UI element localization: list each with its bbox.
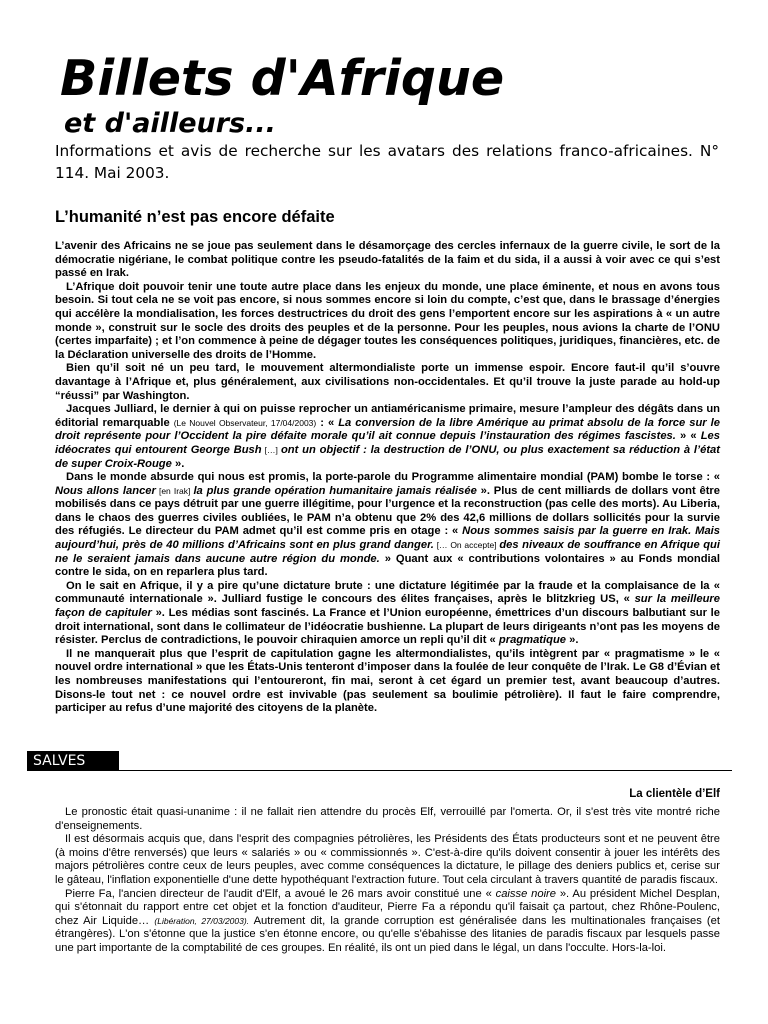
quotation: Nous sommes saisis par la guerre en Irak. Mais aujourd’hui, près de 40 millions d’Africains sont en plus grand danger. bbox=[55, 525, 720, 552]
article-body bbox=[55, 806, 720, 956]
quotation: sur la meilleure façon de capituler bbox=[55, 593, 720, 620]
editorial-paragraph-3: Bien qu’il soit né un peu tard, le mouvement altermondialiste porte un immense espoir. Encore faut-il qu’il s’ouvre davantage à l’Afrique et, plus généralement, aux civilisations non-occidentales. Et qu’il trouve la juste parade au hold-up “réussi” par Washington. bbox=[55, 362, 720, 402]
editorial-headline: L’humanité n’est pas encore défaite bbox=[55, 208, 335, 226]
text-run: ». Plus de cent milliards de dollars vont être mobilisés dans ce pays détruit par une guerre illégitime, pour l’urgence et la reconstruction (pas celle des morts). Au Liberia, dans le chaos des guerres civiles oubliées, le PAM n’a obtenu que 2% des 42,6 millions de dollars sollicités pour la survie des réfugiés. Le directeur du PAM admet qu’il est comme pris en otage : « bbox=[55, 484, 720, 538]
ellipsis-marker: […] bbox=[261, 444, 281, 455]
text-run: Pierre Fa, l'ancien directeur de l'audit d'Elf, a avoué le 26 mars avoir constitué une « bbox=[65, 887, 496, 900]
source-citation: (Le Nouvel Observateur, 17/04/2003) bbox=[173, 417, 317, 428]
section-label: SALVES bbox=[27, 751, 119, 771]
editorial-paragraph-5 bbox=[55, 471, 720, 580]
quotation: Nous allons lancer bbox=[55, 484, 156, 497]
text-run: Autrement dit, la grande corruption est généralisée dans les multinationales françaises (et étrangères). L'on s'étonne que la justice s'en étonne encore, ou qu'elle s'ébahisse des litanies de paradis fiscaux par lesquels passe une part importante de la comptabilité de ces groupes. En réalité, ils ont un pied dans le légal, un dans l'occulte. Hors-la-loi. bbox=[55, 914, 720, 954]
text-run: ». Les médias sont fascinés. La France et l’Union européenne, émettrices d’un discours balbutiant sur le droit international, sont dans le collimateur de l’idéocratie bushienne. La plupart de leurs dirigeants n’ont pas les moyens de résister. Perclus de contradictions, le pouvoir chiraquien amorce un repli qu’il dit « bbox=[55, 607, 720, 647]
quotation: caisse noire bbox=[495, 887, 557, 900]
editorial-paragraph-1: L’avenir des Africains ne se joue pas seulement dans le désamorçage des cercles infernaux de la guerre civile, le sort de la démocratie nigériane, le combat politique contre les pseudo-fatalités de la faim et du sida, il a aussi à voir avec ce qui s’est passé en Irak. bbox=[55, 240, 720, 280]
quotation: pragmatique bbox=[498, 634, 567, 647]
article-paragraph-3 bbox=[55, 888, 720, 956]
text-run: » « bbox=[675, 430, 701, 443]
text-run: On le sait en Afrique, il y a pire qu’une dictature brute : une dictature légitimée par la fraude et la complaisance de la « communauté internationale ». Julliard fustige le concours des élites françaises, après le blitzkrieg US, « bbox=[55, 579, 720, 606]
text-run: ». bbox=[171, 457, 185, 470]
quotation: La conversion de la libre Amérique au primat absolu de la force sur le droit représente pour l’Occident la pire défaite morale qu’il ait connue depuis l’instauration des régimes fascistes. bbox=[55, 416, 720, 443]
article-title: La clientèle d’Elf bbox=[629, 788, 720, 800]
quotation: ont un objectif : la destruction de l’ONU, ou plus exactement sa réduction à l’état de super Croix-Rouge bbox=[55, 443, 720, 470]
quotation: des niveaux de souffrance en Afrique qui ne le seraient jamais dans aucune autre région du monde. bbox=[55, 539, 720, 565]
section-divider bbox=[119, 770, 732, 771]
editorial-paragraph-2: L’Afrique doit pouvoir tenir une toute autre place dans les enjeux du monde, une place éminente, et nous en avons tous besoin. Si tout cela ne se voit pas encore, si nous sommes encore si loin du compte, c’est que, dans le brassage d’énergies qui accélère la mondialisation, les forces destructrices du droit des gens l’emportent encore sur les aspirations à « un autre monde », construit sur le socle des droits des peuples et de la personne. Pour les peuples, nous avions la charte de l’ONU (certes imparfaite) ; et l’on commence à peine de dégager toutes les conséquences politiques, juridiques, financières, etc. de la Déclaration universelle des droits de l’Homme. bbox=[55, 280, 720, 361]
quotation: la plus grande opération humanitaire jamais réalisée bbox=[193, 484, 477, 497]
ellipsis-marker: [… On accepte] bbox=[433, 540, 500, 551]
source-citation: (Libération, 27/03/2003). bbox=[154, 915, 250, 926]
editorial-paragraph-7: Il ne manquerait plus que l’esprit de capitulation gagne les altermondialistes, qu’ils intègrent par « pragmatisme » le « nouvel ordre international » que les États-Unis tenteront d’imposer dans la foulée de leur conquête de l’Irak. Le G8 d’Évian et les nombreuses manifestations qui l’entoureront, fin mai, seront à cet égard un premier test, avant beaucoup d’autres. Disons-le tout net : ce nouvel ordre est invivable (pas seulement sa boulimie pétrolière). Il faut le faire comprendre, participer au refus d’une majorité des citoyens de la planète. bbox=[55, 647, 720, 715]
editorial-paragraph-6 bbox=[55, 580, 720, 648]
text-run: : « bbox=[316, 416, 339, 429]
article-paragraph-1: Le pronostic était quasi-unanime : il ne fallait rien attendre du procès Elf, verrouillé par l'omerta. Or, il s'est très vite montré riche d'enseignements. bbox=[55, 806, 720, 832]
masthead-tagline: Informations et avis de recherche sur les avatars des relations franco-africaines. N° 114. Mai 2003. bbox=[55, 142, 719, 182]
text-run: Jacques Julliard, le dernier à qui on puisse reprocher un antiaméricanisme primaire, mesure l’ampleur des dégâts dans un éditorial remarquable bbox=[55, 403, 720, 429]
editorial-body bbox=[55, 240, 720, 716]
text-run: ». Au président Michel Desplan, qui s'étonnait du rapport entre cet objet et la fonction d'auditeur, Pierre Fa a répondu qu'il faisait ça partout, chez Rhône-Poulenc, chez Air Liquide… bbox=[55, 887, 720, 927]
article-paragraph-2: Il est désormais acquis que, dans l'esprit des compagnies pétrolières, les Présidents des États producteurs sont et ne peuvent être (à moins d'être renversés) que leurs « salariés » ou « commissionnés ». C'est-à-dire qu'ils doivent consentir à jouer les intérêts des majors pétrolières contre ceux de leurs peuples, avec comme conséquences la dictature, le pillage des deniers publics et, cerise sur le gâteau, l'inflation exponentielle d'une dette hypothéquant l'extraction future. Tout cela circulant à travers quantité de paradis fiscaux. bbox=[55, 833, 720, 886]
masthead-title: Billets d'Afrique bbox=[60, 50, 505, 107]
text-run: » Quant aux « contributions volontaires » au Fonds mondial contre le sida, on en reparlera plus tard. bbox=[55, 552, 721, 579]
text-run: Dans le monde absurde qui nous est promis, la porte-parole du Programme alimentaire mondial (PAM) bombe le torse : « bbox=[66, 471, 720, 484]
text-run: ». bbox=[566, 634, 579, 647]
editorial-paragraph-4 bbox=[55, 403, 720, 471]
masthead-subtitle: et d'ailleurs... bbox=[64, 108, 276, 139]
insertion-marker: [en Irak] bbox=[155, 485, 194, 496]
quotation: Les idéocrates qui entourent George Bush bbox=[55, 430, 720, 456]
